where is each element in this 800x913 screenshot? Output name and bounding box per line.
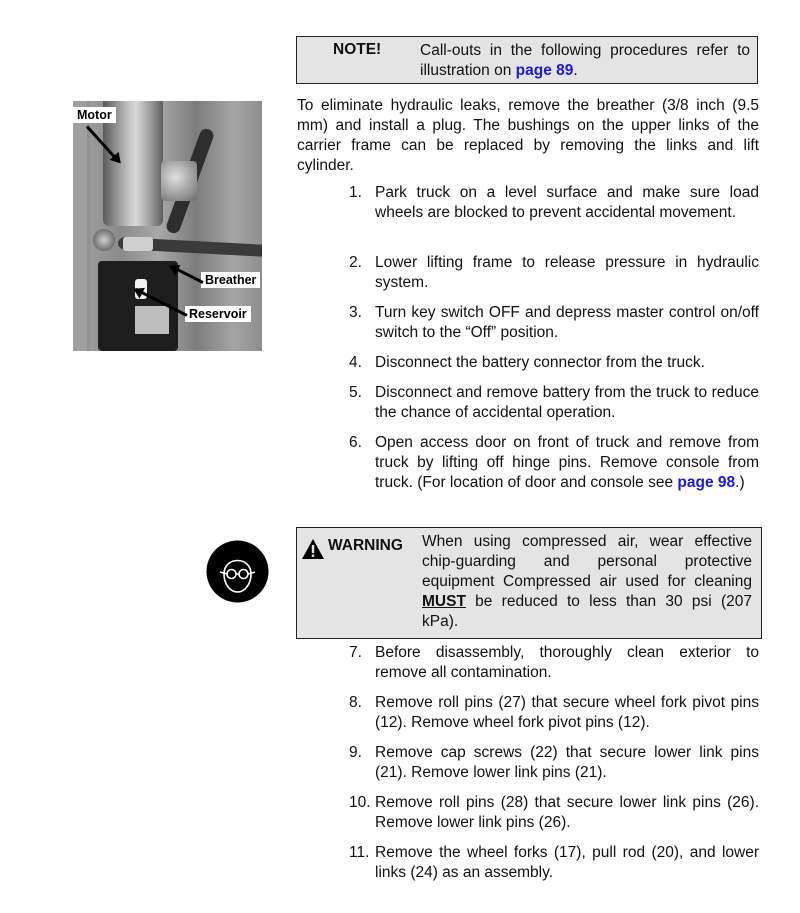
- warning-triangle-icon: [301, 538, 325, 560]
- callout-motor: Motor: [73, 107, 116, 123]
- step-text-body: Open access door on front of truck and remove from truck by lifting off hinge pins. Remove console from truck. (For location of door and console see: [375, 434, 759, 491]
- step-item: [349, 743, 759, 783]
- warning-text: [422, 532, 752, 632]
- step-text: Before disassembly, thoroughly clean exterior to remove all contamination.: [375, 644, 759, 681]
- note-text-body: Call-outs in the following procedures refer to illustration on: [420, 42, 750, 79]
- step-text: Disconnect and remove battery from the truck to reduce the chance of accidental operation.: [375, 384, 759, 421]
- step-number: 6.: [349, 434, 362, 451]
- warning-box: [296, 527, 762, 639]
- step-number: 4.: [349, 354, 362, 371]
- warning-label: WARNING: [328, 537, 403, 554]
- step-text: Disconnect the battery connector from the truck.: [375, 354, 705, 371]
- intro-paragraph: To eliminate hydraulic leaks, remove the breather (3/8 inch (9.5 mm) and install a plug. The bushings on the upper links of the carrier frame can be replaced by removing the links and lift cylinder.: [297, 97, 759, 174]
- page-98-link[interactable]: page 98: [677, 474, 736, 491]
- step-item: [349, 643, 759, 683]
- step-item: [349, 183, 759, 223]
- step-text: Remove cap screws (22) that secure lower link pins (21). Remove lower link pins (21).: [375, 744, 759, 781]
- page-89-link[interactable]: page 89: [515, 62, 574, 79]
- step-item: [349, 843, 759, 883]
- step-text: Park truck on a level surface and make sure load wheels are blocked to prevent accidental movement.: [375, 184, 759, 221]
- step-number: 7.: [349, 644, 362, 661]
- step-number: 3.: [349, 304, 362, 321]
- note-text: [420, 41, 750, 81]
- step-item: [349, 793, 759, 833]
- step-item: [349, 353, 759, 373]
- step-text: Lower lifting frame to release pressure in hydraulic system.: [375, 254, 759, 291]
- step-text-end: .): [735, 474, 745, 491]
- step-text: [375, 433, 759, 493]
- note-label: NOTE!: [333, 41, 382, 58]
- step-text: Remove roll pins (28) that secure lower link pins (26). Remove lower link pins (26).: [375, 794, 759, 831]
- note-text-end: .: [573, 62, 578, 79]
- eye-protection-goggles-icon: [206, 540, 269, 603]
- step-number: 2.: [349, 254, 362, 271]
- step-number: 9.: [349, 744, 362, 761]
- warning-text-end: be reduced to less than 30 psi (207 kPa).: [422, 593, 752, 630]
- warning-emphasis: MUST: [422, 593, 466, 610]
- step-number: 5.: [349, 384, 362, 401]
- step-text: Remove roll pins (27) that secure wheel fork pivot pins (12). Remove wheel fork pivot pins (12).: [375, 694, 759, 731]
- step-item: [349, 303, 759, 343]
- step-number: 10.: [349, 794, 371, 811]
- step-item: [349, 253, 759, 293]
- step-item: [349, 383, 759, 423]
- hydraulic-unit-photo: [73, 101, 262, 351]
- callout-reservoir: Reservoir: [185, 306, 251, 322]
- step-number: 11.: [349, 844, 370, 861]
- step-number: 1.: [349, 184, 362, 201]
- warning-text-body: When using compressed air, wear effective chip-guarding and personal protective equipment Compressed air used for cleaning: [422, 533, 752, 590]
- step-text: Turn key switch OFF and depress master control on/off switch to the “Off” position.: [375, 304, 759, 341]
- note-box: [296, 36, 758, 84]
- step-item: [349, 433, 759, 493]
- step-item: [349, 693, 759, 733]
- callout-breather: Breather: [201, 272, 260, 288]
- step-number: 8.: [349, 694, 362, 711]
- step-text: Remove the wheel forks (17), pull rod (20), and lower links (24) as an assembly.: [375, 844, 759, 881]
